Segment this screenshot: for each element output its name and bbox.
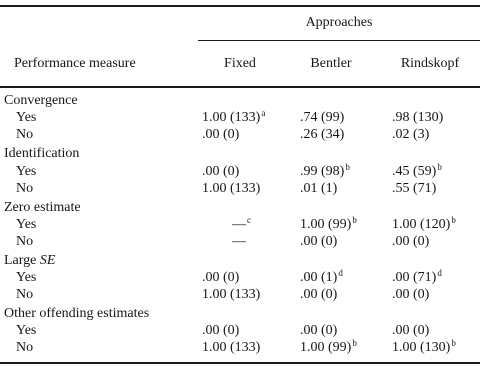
footnote-marker: b (451, 215, 456, 225)
section-header-identification (0, 146, 480, 164)
row-label: No (16, 127, 34, 142)
table-row (0, 323, 480, 341)
bentler-cell: 1.00 $(99)^b$ (300, 338, 357, 355)
footnote-marker: c (247, 215, 251, 225)
rindskopf-cell: .45 $(59)^b$ (392, 162, 442, 179)
bentler-cell: .00 (0) (300, 323, 338, 338)
section-header-large-se (0, 253, 480, 271)
footnote-marker: d (437, 268, 442, 278)
section-title: Convergence (4, 93, 78, 108)
fixed-cell: 1.00 (133) (202, 181, 261, 196)
table-row (0, 270, 480, 288)
header-bottom-rule (0, 86, 480, 88)
bentler-cell: .01 (1) (300, 181, 338, 196)
bentler-cell: .00 (0) (300, 234, 338, 249)
table-row (0, 217, 480, 235)
row-label: No (16, 181, 34, 196)
rindskopf-cell: .02 (3) (392, 127, 430, 142)
table-row (0, 234, 480, 252)
footnote-marker: b (345, 162, 350, 172)
table-bottom-rule (0, 362, 480, 364)
footnote-marker: a (261, 108, 266, 118)
row-label: Yes (16, 217, 37, 232)
footnote-marker: b (437, 162, 442, 172)
rindskopf-column-header: Rindskopf (400, 56, 460, 71)
fixed-cell: .00 (0) (202, 127, 240, 142)
rindskopf-cell: .55 (71) (392, 181, 437, 196)
table-row (0, 110, 480, 128)
row-label: No (16, 287, 34, 302)
table-row (0, 127, 480, 145)
rindskopf-cell: 1.00 $(130)^b$ (392, 338, 456, 355)
footnote-marker: d (338, 268, 343, 278)
section-title: Other offending estimates (4, 306, 150, 321)
section-title: Zero estimate (4, 200, 81, 215)
table-row (0, 287, 480, 305)
bentler-column-header: Bentler (310, 56, 352, 71)
section-header-convergence (0, 93, 480, 111)
bentler-cell: 1.00 $(99)^b$ (300, 215, 357, 232)
row-label: Yes (16, 110, 37, 125)
bentler-cell: .74 (99) (300, 110, 345, 125)
rindskopf-cell: .00 $(71)^d$ (392, 268, 442, 285)
fixed-cell: 1.00 (133) (202, 340, 261, 355)
section-header-other-offending-estimates (0, 306, 480, 324)
rindskopf-cell: .00 (0) (392, 287, 430, 302)
performance-measure-header: Performance measure (14, 56, 136, 71)
row-label: Yes (16, 323, 37, 338)
footnote-marker: b (352, 338, 357, 348)
section-header-zero-estimate (0, 200, 480, 218)
footnote-marker: b (451, 338, 456, 348)
row-label: No (16, 340, 34, 355)
row-label: No (16, 234, 34, 249)
approaches-spanner-header: Approaches (305, 15, 373, 30)
table-row (0, 181, 480, 199)
fixed-column-header: Fixed (224, 56, 256, 71)
table-row (0, 340, 480, 358)
bentler-cell: .26 (34) (300, 127, 345, 142)
fixed-cell: .00 (0) (202, 164, 240, 179)
section-title: Large SE (4, 253, 56, 268)
footnote-marker: b (352, 215, 357, 225)
bentler-cell: .00 (0) (300, 287, 338, 302)
rindskopf-cell: .00 (0) (392, 323, 430, 338)
fixed-cell: 1.00 (133) (202, 287, 261, 302)
rindskopf-cell: .00 (0) (392, 234, 430, 249)
fixed-cell: .00 (0) (202, 323, 240, 338)
rindskopf-cell: 1.00 $(120)^b$ (392, 215, 456, 232)
fixed-cell: —$^c$ (232, 215, 251, 232)
bentler-cell: .99 $(98)^b$ (300, 162, 350, 179)
table-top-rule (0, 5, 480, 7)
spanner-rule (198, 40, 480, 41)
row-label: Yes (16, 270, 37, 285)
table-row (0, 164, 480, 182)
bentler-cell: .00 $(1)^d$ (300, 268, 343, 285)
fixed-cell: 1.00 $(133)^a$ (202, 108, 266, 125)
section-title: Identification (4, 146, 80, 161)
fixed-cell: — (232, 234, 246, 249)
rindskopf-cell: .98 (130) (392, 110, 444, 125)
fixed-cell: .00 (0) (202, 270, 240, 285)
row-label: Yes (16, 164, 37, 179)
